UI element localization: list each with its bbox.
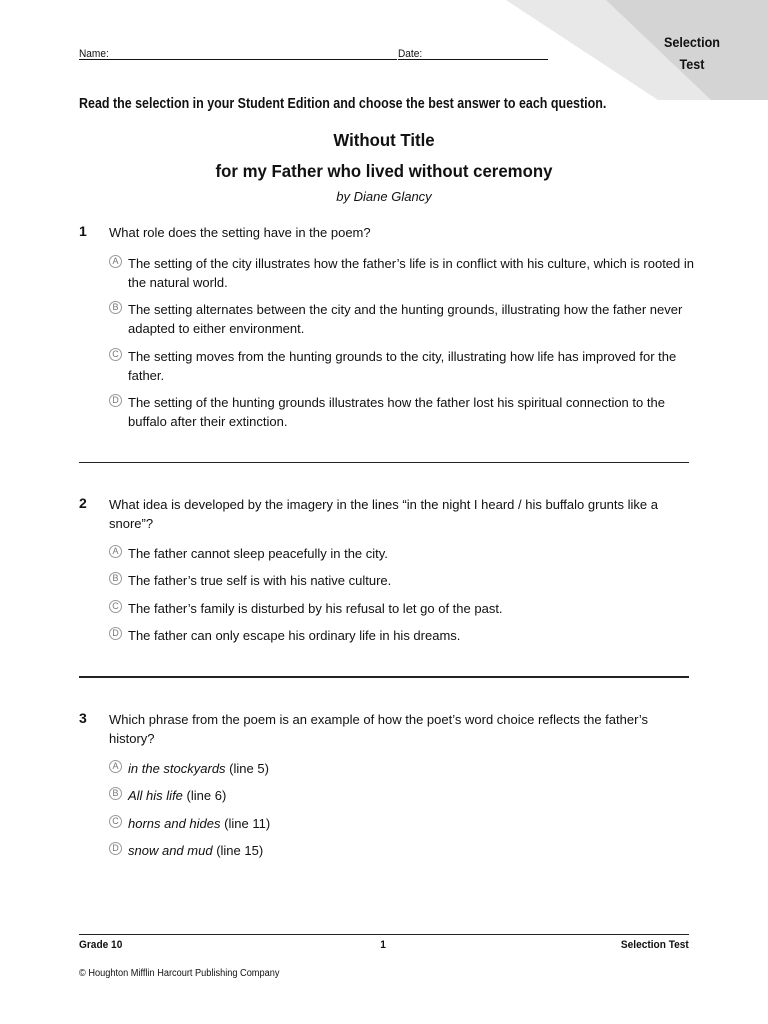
choice-1d[interactable] (109, 393, 694, 431)
choice-bubble: C (109, 815, 122, 828)
title: Without Title (333, 130, 435, 150)
footer-grade: Grade 10 (79, 939, 123, 951)
divider (79, 462, 689, 463)
subtitle: for my Father who lived without ceremony (215, 161, 553, 181)
footer-label: Selection Test (621, 939, 689, 951)
choice-text (128, 759, 694, 778)
choice-bubble: B (109, 787, 122, 800)
question-text: What idea is developed by the imagery in the lines “in the night I heard / his buffalo grunts like a snore”? (109, 497, 658, 531)
choice-bubble: A (109, 760, 122, 773)
choice-1c[interactable] (109, 347, 694, 385)
choice-bubble: D (109, 842, 122, 855)
choice-phrase: All his life (128, 788, 183, 803)
choice-3b[interactable] (109, 786, 694, 805)
choice-bubble: D (109, 627, 122, 640)
choice-text: The setting alternates between the city and the hunting grounds, illustrating how the father never adapted to either environment. (128, 302, 683, 336)
choice-bubble: A (109, 545, 122, 558)
copyright: © Houghton Mifflin Harcourt Publishing Company (79, 968, 280, 979)
tag-line-2: Test (679, 56, 705, 72)
choice-text (128, 841, 694, 860)
choice-line-ref: (line 11) (224, 816, 271, 831)
choice-bubble: A (109, 255, 122, 268)
choice-1b[interactable] (109, 300, 694, 338)
choice-text (128, 786, 694, 805)
question-text: What role does the setting have in the poem? (109, 225, 371, 240)
choice-bubble: B (109, 572, 122, 585)
name-label: Name: (79, 48, 109, 60)
choice-2a[interactable] (109, 544, 694, 563)
choice-text (128, 814, 694, 833)
choice-bubble: C (109, 600, 122, 613)
choice-phrase: in the stockyards (128, 761, 226, 776)
name-line (79, 59, 397, 60)
choice-text: The setting moves from the hunting grounds to the city, illustrating how life has improved for the father. (128, 349, 677, 383)
choice-bubble: D (109, 394, 122, 407)
footer-page-number: 1 (380, 939, 386, 951)
choice-3d[interactable] (109, 841, 694, 860)
choice-line-ref: (line 5) (229, 761, 269, 776)
choice-text: The father’s true self is with his native culture. (128, 573, 392, 588)
question-number: 2 (79, 495, 87, 511)
choice-line-ref: (line 15) (216, 843, 264, 858)
choice-text: The father can only escape his ordinary life in his dreams. (128, 628, 461, 643)
footer-rule (79, 934, 689, 935)
date-line (398, 59, 548, 60)
choice-phrase: snow and mud (128, 843, 213, 858)
author: by Diane Glancy (336, 189, 432, 204)
choice-text: The setting of the hunting grounds illustrates how the father lost his spiritual connection to the buffalo after their extinction. (128, 395, 665, 429)
choice-3a[interactable] (109, 759, 694, 778)
question-text: Which phrase from the poem is an example of how the poet’s word choice reflects the father’s history? (109, 712, 649, 746)
choice-text: The father cannot sleep peacefully in the city. (128, 546, 388, 561)
question-number: 1 (79, 223, 87, 239)
choice-1a[interactable] (109, 254, 694, 292)
choice-2c[interactable] (109, 599, 694, 618)
instructions: Read the selection in your Student Edition and choose the best answer to each question. (79, 96, 607, 112)
divider (79, 676, 689, 678)
question-number: 3 (79, 710, 87, 726)
choice-2b[interactable] (109, 571, 694, 590)
choice-bubble: B (109, 301, 122, 314)
choice-phrase: horns and hides (128, 816, 221, 831)
choice-bubble: C (109, 348, 122, 361)
choice-2d[interactable] (109, 626, 694, 645)
selection-test-tag (651, 31, 734, 75)
tag-line-1: Selection (663, 34, 721, 50)
choice-3c[interactable] (109, 814, 694, 833)
choice-text: The father’s family is disturbed by his refusal to let go of the past. (128, 601, 503, 616)
choice-text: The setting of the city illustrates how the father’s life is in conflict with his culture, which is rooted in the natural world. (128, 256, 695, 290)
date-label: Date: (398, 48, 423, 60)
choice-line-ref: (line 6) (186, 788, 227, 803)
